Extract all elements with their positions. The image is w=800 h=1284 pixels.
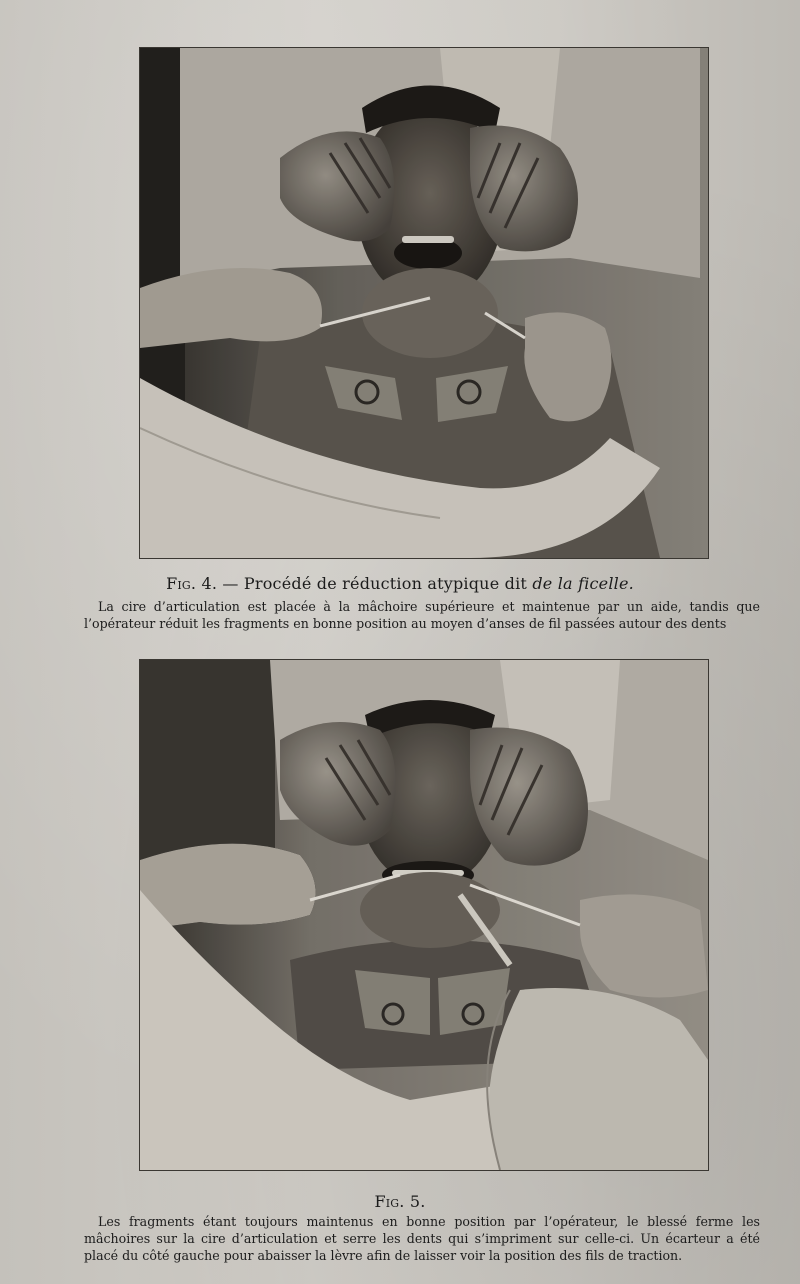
figure-4-photograph [140,48,708,558]
figure-5-illustration [140,660,708,1170]
figure-4-caption: La cire d’articulation est placée à la mâchoire supérieure et maintenue par un aide, tandis que l’opérateur réduit les fragments en bonne position au moyen d’anses de fil passées autour des dents [84,599,760,631]
figure-4-title [0,574,800,593]
figure-5-title [0,1192,800,1211]
figure-5-photograph [140,660,708,1170]
figure-4-title-italic: de la ficelle. [532,574,634,593]
figure-5-caption: Les fragments étant toujours maintenus en bonne position par l’opérateur, le blessé ferme les mâchoires sur la cire d’articulation et serre les dents qui s’impriment sur celle-ci. Un écarteur a été placé du côté gauche pour abaisser la lèvre afin de laisser voir la position des fils de traction. [84,1214,760,1263]
figure-4-illustration [140,48,708,558]
figure-5-label: Fig. 5. [374,1192,426,1211]
figure-4-label: Fig. 4. [166,574,218,593]
figure-4-title-text: — Procédé de réduction atypique dit [217,574,533,593]
